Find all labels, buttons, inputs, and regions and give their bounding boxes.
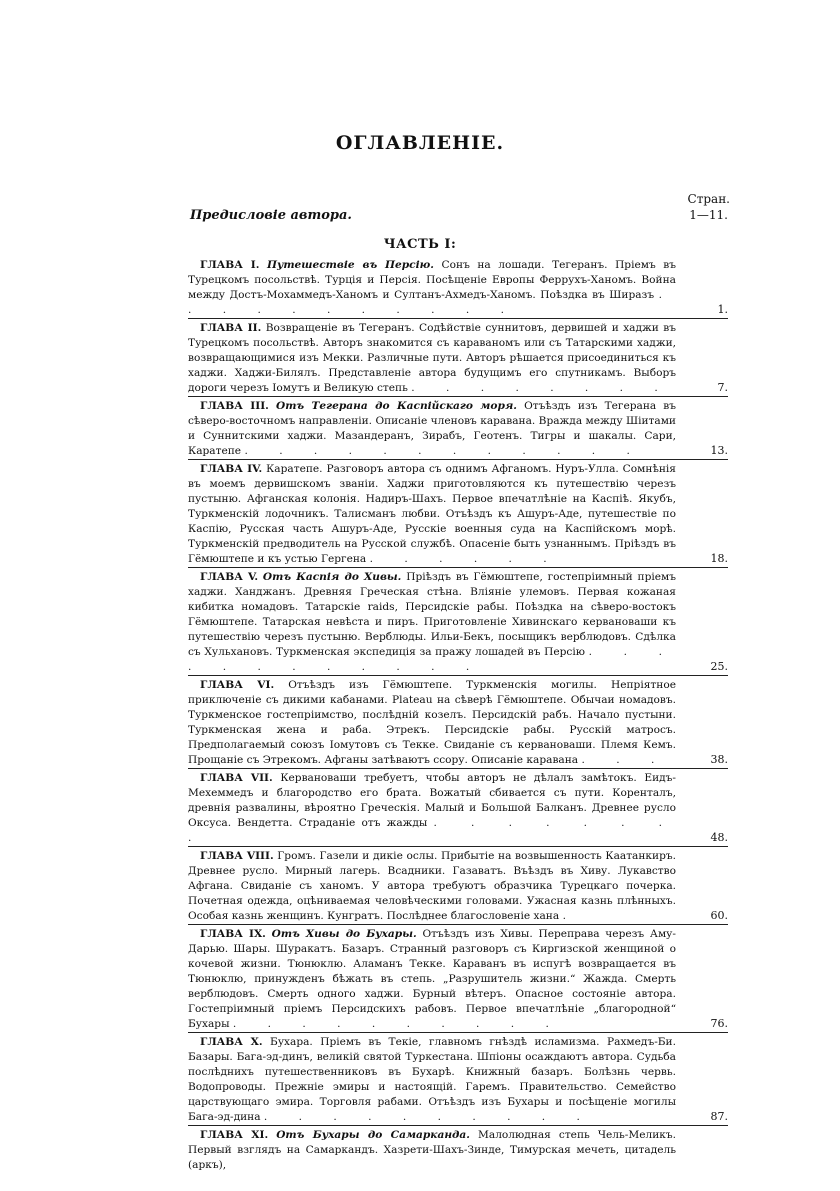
chapter-page: 25. [710, 660, 728, 673]
chapter-page: 60. [710, 909, 728, 922]
chapter-summary: Кервановаши требуетъ, чтобы авторъ не дѣлалъ замѣтокъ. Еидъ-Мехеммедъ и благородство его брата. Вожатый сбивается съ пути. Коренталъ, древнія развалины, вѣроятно Греческія. Малый и Большой Балканъ. Древнее русло Оксуса. Вендетта. Страданіе отъ жажды [188, 772, 676, 829]
chapter-entry [188, 927, 728, 1033]
dot-leaders: . . . [581, 754, 669, 766]
chapter-number: ГЛАВА III. [200, 400, 269, 412]
chapter-entry [188, 678, 728, 769]
chapter-title: Отъ Бухары до Самарканда. [276, 1129, 470, 1141]
chapter-entry [188, 258, 728, 319]
chapter-entry [188, 849, 728, 925]
chapter-summary: Каратепе. Разговоръ автора съ однимъ Афганомъ. Нуръ-Улла. Сомнѣнія въ моемъ дервишскомъ званіи. Хаджи приготовляются къ путешествію черезъ пустыню. Афганская колонія. Надиръ-Шахъ. Первое впечатлѣніе на Каспіѣ. Якубъ, Туркменскій лодочникъ. Талисманъ любви. Отъѣздъ къ Ашуръ-Аде, путешествіе по Каспію, Русская часть Ашуръ-Аде, Русскіе военныя суда на Каспійскомъ морѣ. Туркменскій предводитель на Русской службѣ. Опасеніе быть узнаннымъ. Пріѣздъ въ Гёмюштепе и къ устью Гергена [188, 463, 676, 565]
chapter-title: Отъ Тегерана до Каспійскаго моря. [275, 400, 517, 412]
chapter-summary: Бухара. Пріемъ въ Текіе, главномъ гнѣздѣ исламизма. Рахмедъ-Би. Базары. Бага-эд-динъ, великій святой Туркестана. Шпіоны осаждаютъ автора. Судьба послѣднихъ путешественниковъ въ Бухарѣ. Книжный базаръ. Болѣзнь червь. Водопроводы. Прежніе эмиры и настоящій. Гаремъ. Правительство. Семейство царствующаго эмира. Торговля рабами. Отъѣздъ изъ Бухары и посѣщеніе могилы Бага-эд-дина [188, 1036, 676, 1123]
chapter-page: 48. [710, 831, 728, 844]
chapter-number: ГЛАВА I. [200, 259, 260, 271]
dot-leaders: . . . . . . . . [411, 382, 672, 394]
chapter-page: 18. [710, 552, 728, 565]
chapter-page: 87. [710, 1110, 728, 1123]
chapter-number: ГЛАВА IV. [200, 463, 263, 475]
chapter-entry [188, 462, 728, 568]
table-of-contents [188, 258, 734, 1175]
chapter-number: ГЛАВА V. [200, 571, 259, 583]
chapter-number: ГЛАВА VIII. [200, 850, 274, 862]
chapter-summary: Отъѣздъ изъ Хивы. Переправа черезъ Аму-Дарью. Шары. Шуракатъ. Базаръ. Странный разговоръ съ Киргизской женщиной о кочевой жизни. Тюнюклю. Аламанъ Текке. Караванъ въ испугѣ возвращается въ Тюнюклю, принужденъ бѣжать въ степь. „Разрушитель жизни.“ Жажда. Смерть верблюдовъ. Смерть одного хаджи. Бурный вѣтеръ. Опасное состояніе автора. Гостепріимный пріемъ Персидскихъ рабовъ. Первое впечатлѣніе „благородной“ Бухары [188, 928, 676, 1030]
dot-leaders: . . . . . . . . . . . . [244, 445, 644, 457]
chapter-number: ГЛАВА VII. [200, 772, 273, 784]
dot-leaders: . . . . . . . . . . [232, 1018, 563, 1030]
chapter-summary: Отъѣздъ изъ Тегерана въ сѣверо-восточномъ направленіи. Описаніе членовъ каравана. Вражда между Шіитами и Суннитскими хаджи. Мазандеранъ, Зирабъ, Геотенъ. Тигры и шакалы. Сари, Каратепе [188, 400, 677, 457]
dot-leaders: . . . . . . [369, 553, 561, 565]
preface-pages: 1—11. [689, 208, 728, 222]
page-title: ОГЛАВЛЕНІЕ. [335, 132, 505, 154]
chapter-title: Отъ Каспія до Хивы. [262, 571, 402, 583]
preface-label: Предисловіе автора. [190, 208, 352, 223]
chapter-entry [188, 399, 728, 460]
dot-leaders: . . . . . . . . . . [263, 1111, 594, 1123]
chapter-page: 1. [717, 303, 728, 316]
chapter-page: 76. [710, 1017, 728, 1030]
dot-leaders: . . . . . . . . . . . . [188, 646, 676, 673]
chapter-entry [188, 1128, 728, 1173]
chapter-summary: Громъ. Газели и дикіе ослы. Прибытіе на возвышенность Каатанкиръ. Древнее русло. Мирный лагерь. Всадники. Газаватъ. Въѣздъ въ Хиву. Лукавство Афгана. Свиданіе съ ханомъ. У автора требуютъ образчика Турецкаго почерка. Почетная одежда, оцѣниваемая человѣческими головами. Ужасная казнь плѣнныхъ. Особая казнь женщинъ. Кунгратъ. Послѣднее благословеніе хана [188, 850, 677, 922]
chapter-entry [188, 771, 728, 847]
chapter-number: ГЛАВА XI. [200, 1129, 269, 1141]
chapter-number: ГЛАВА IX. [200, 928, 266, 940]
chapter-page: 13. [710, 444, 728, 457]
chapter-summary: Отъѣздъ изъ Гёмюштепе. Туркменскія могилы. Непріятное приключеніе съ дикими кабанами. Plateau на сѣверѣ Гёмюштепе. Обычаи номадовъ. Туркменское гостепріимство, послѣдній козелъ. Персидскій рабъ. Начало пустыни. Туркменская жена и раба. Этрекъ. Персидскіе рабы. Русскій матросъ. Предполагаемый союзъ Іомутовъ съ Текке. Свиданіе съ кервановаши. Племя Кемъ. Прощаніе съ Этрекомъ. Афганы затѣваютъ ссору. Описаніе каравана [188, 679, 676, 766]
chapter-summary: Возвращеніе въ Тегеранъ. Содѣйствіе суннитовъ, дервишей и хаджи въ Турецкомъ посольствѣ. Авторъ знакомится съ караваномъ или съ Татарскими хаджи, возвращающимися изъ Мекки. Различные пути. Авторъ рѣшается присоединиться къ хаджи. Хаджи-Билялъ. Представленіе автора будущимъ его спутникамъ. Выборъ дороги черезъ Іомутъ и Великую степь [188, 322, 676, 394]
dot-leaders: . . . . . . . . . . . [188, 289, 676, 316]
chapter-number: ГЛАВА VI. [200, 679, 275, 691]
chapter-entry [188, 321, 728, 397]
chapter-summary: Малолюдная степь Чель-Меликъ. Первый взглядъ на Самаркандъ. Хазрети-Шахъ-Зинде, Тимурская мечеть, цитадель (аркъ), [188, 1129, 677, 1171]
chapter-summary: Пріѣздъ въ Гёмюштепе, гостепріимный пріемъ хаджи. Ханджанъ. Древняя Греческая стѣна. Вліяніе улемовъ. Первая кожаная кибитка номадовъ. Татарскіе raids, Персидскіе рабы. Поѣздка на сѣверо-востокъ Гёмюштепе. Татарская невѣста и пиръ. Приготовленіе Хивинскаго кервановаши къ путешествію черезъ пустыню. Верблюды. Ильи-Бекъ, посыщикъ верблюдовъ. Сдѣлка съ Хульхановъ. Туркменская экспедиція за пражу лошадей въ Персію [188, 571, 676, 658]
part-heading: ЧАСТЬ I: [383, 237, 457, 252]
chapter-number: ГЛАВА II. [200, 322, 262, 334]
page-column-label: Стран. [687, 192, 730, 206]
chapter-page: 7. [717, 381, 728, 394]
chapter-page: 38. [710, 753, 728, 766]
chapter-number: ГЛАВА X. [200, 1036, 263, 1048]
chapter-summary: Сонъ на лошади. Тегеранъ. Пріемъ въ Турецкомъ посольствѣ. Турція и Персія. Посѣщеніе Европы Феррухъ-Ханомъ. Война между Достъ-Мохаммедъ-Ханомъ и Султанъ-Ахмедъ-Ханомъ. Поѣздка въ Ширазъ [188, 259, 676, 301]
dot-leaders: . . . . . . . . [188, 817, 677, 844]
chapter-title: Отъ Хивы до Бухары. [271, 928, 417, 940]
chapter-entry [188, 570, 728, 676]
chapter-title: Путешествіе въ Персію. [266, 259, 434, 271]
dot-leaders: . [562, 910, 580, 922]
chapter-entry [188, 1035, 728, 1126]
